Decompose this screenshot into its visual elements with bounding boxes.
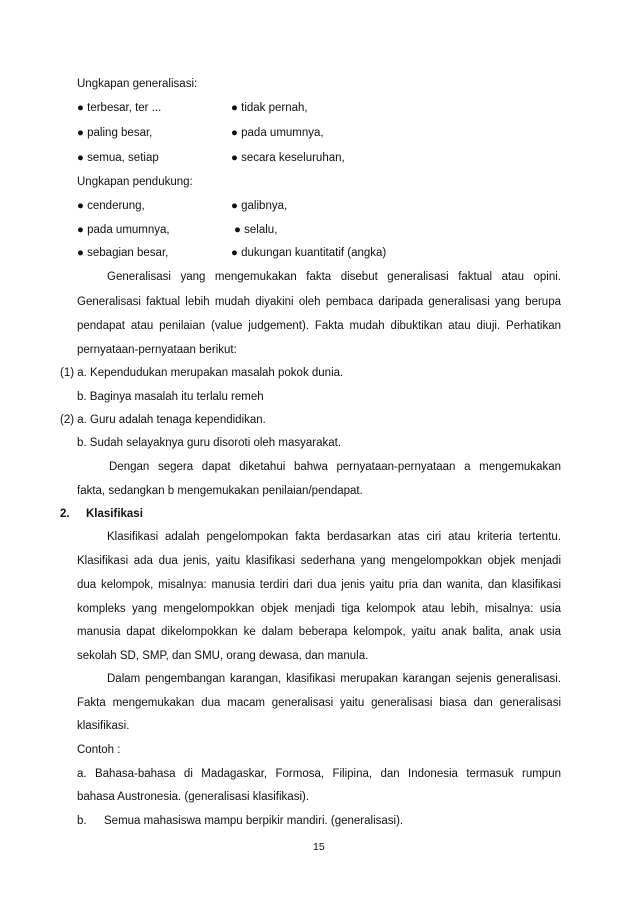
- paragraph-line: Klasifikasi ada dua jenis, yaitu klasifikasi sederhana yang mengelompokkan objek menjadi: [77, 555, 561, 567]
- paragraph-line: pernyataan-pernyataan berikut:: [77, 344, 237, 356]
- page-number: 15: [313, 841, 325, 853]
- paragraph-line: fakta, sedangkan b mengemukakan penilaian/pendapat.: [77, 485, 363, 497]
- contoh-item-a-continued: bahasa Austronesia. (generalisasi klasifikasi).: [77, 791, 310, 803]
- paragraph-line: manusia dapat dikelompokkan ke dalam beberapa kelompok, yaitu anak balita, anak usia: [77, 626, 561, 638]
- section-title: Klasifikasi: [86, 508, 143, 520]
- list-item: ● galibnya,: [231, 200, 288, 212]
- list-item: ● tidak pernah,: [231, 102, 308, 114]
- list-item: ● pada umumnya,: [231, 127, 324, 139]
- list-item: ● paling besar,: [77, 127, 153, 139]
- list-item: ● selalu,: [234, 224, 278, 236]
- paragraph-line: Dengan segera dapat diketahui bahwa pernyataan-pernyataan a mengemukakan: [109, 461, 561, 473]
- paragraph-line: Fakta mengemukakan dua macam generalisasi yaitu generalisasi biasa dan generalisasi: [77, 697, 561, 709]
- heading-ungkapan-pendukung: Ungkapan pendukung:: [77, 176, 193, 188]
- heading-ungkapan-generalisasi: Ungkapan generalisasi:: [77, 78, 198, 90]
- paragraph-line: Dalam pengembangan karangan, klasifikasi merupakan karangan sejenis generalisasi.: [107, 673, 561, 685]
- example-item: b. Sudah selayaknya guru disoroti oleh masyarakat.: [77, 437, 342, 449]
- paragraph-line: klasifikasi.: [77, 720, 130, 732]
- list-item: ● cenderung,: [77, 200, 145, 212]
- paragraph-line: sekolah SD, SMP, dan SMU, orang dewasa, dan manula.: [77, 650, 369, 662]
- contoh-item-b: Semua mahasiswa mampu berpikir mandiri. (generalisasi).: [104, 815, 404, 827]
- list-item: ● semua, setiap: [77, 152, 159, 164]
- list-item: ● secara keseluruhan,: [231, 152, 345, 164]
- contoh-item-a: a. Bahasa-bahasa di Madagaskar, Formosa, Filipina, dan Indonesia termasuk rumpun: [77, 768, 561, 780]
- contoh-item-b-label: b.: [77, 815, 87, 827]
- contoh-label: Contoh :: [77, 744, 121, 756]
- list-item: ● dukungan kuantitatif (angka): [231, 247, 387, 259]
- section-number: 2.: [60, 508, 70, 520]
- paragraph-line: dua kelompok, misalnya: manusia terdiri dari dua jenis yaitu pria dan wanita, dan klasifikasi: [77, 579, 561, 591]
- list-item: ● sebagian besar,: [77, 247, 169, 259]
- list-item: ● terbesar, ter ...: [77, 102, 162, 114]
- paragraph-line: Generalisasi yang mengemukakan fakta disebut generalisasi faktual atau opini.: [107, 271, 561, 283]
- list-item: ● pada umumnya,: [77, 224, 170, 236]
- example-item: (1) a. Kependudukan merupakan masalah pokok dunia.: [60, 367, 344, 379]
- paragraph-line: Klasifikasi adalah pengelompokan fakta berdasarkan atas ciri atau kriteria tertentu.: [107, 531, 561, 543]
- paragraph-line: Generalisasi faktual lebih mudah diyakini oleh pembaca daripada generalisasi yang berupa: [77, 296, 561, 308]
- paragraph-line: kompleks yang mengelompokkan objek menjadi tiga kelompok atau lebih, misalnya: usia: [77, 603, 561, 615]
- example-item: (2) a. Guru adalah tenaga kependidikan.: [60, 414, 266, 426]
- paragraph-line: pendapat atau penilaian (value judgement). Fakta mudah dibuktikan atau diuji. Perhatikan: [77, 320, 561, 332]
- example-item: b. Baginya masalah itu terlalu remeh: [77, 391, 264, 403]
